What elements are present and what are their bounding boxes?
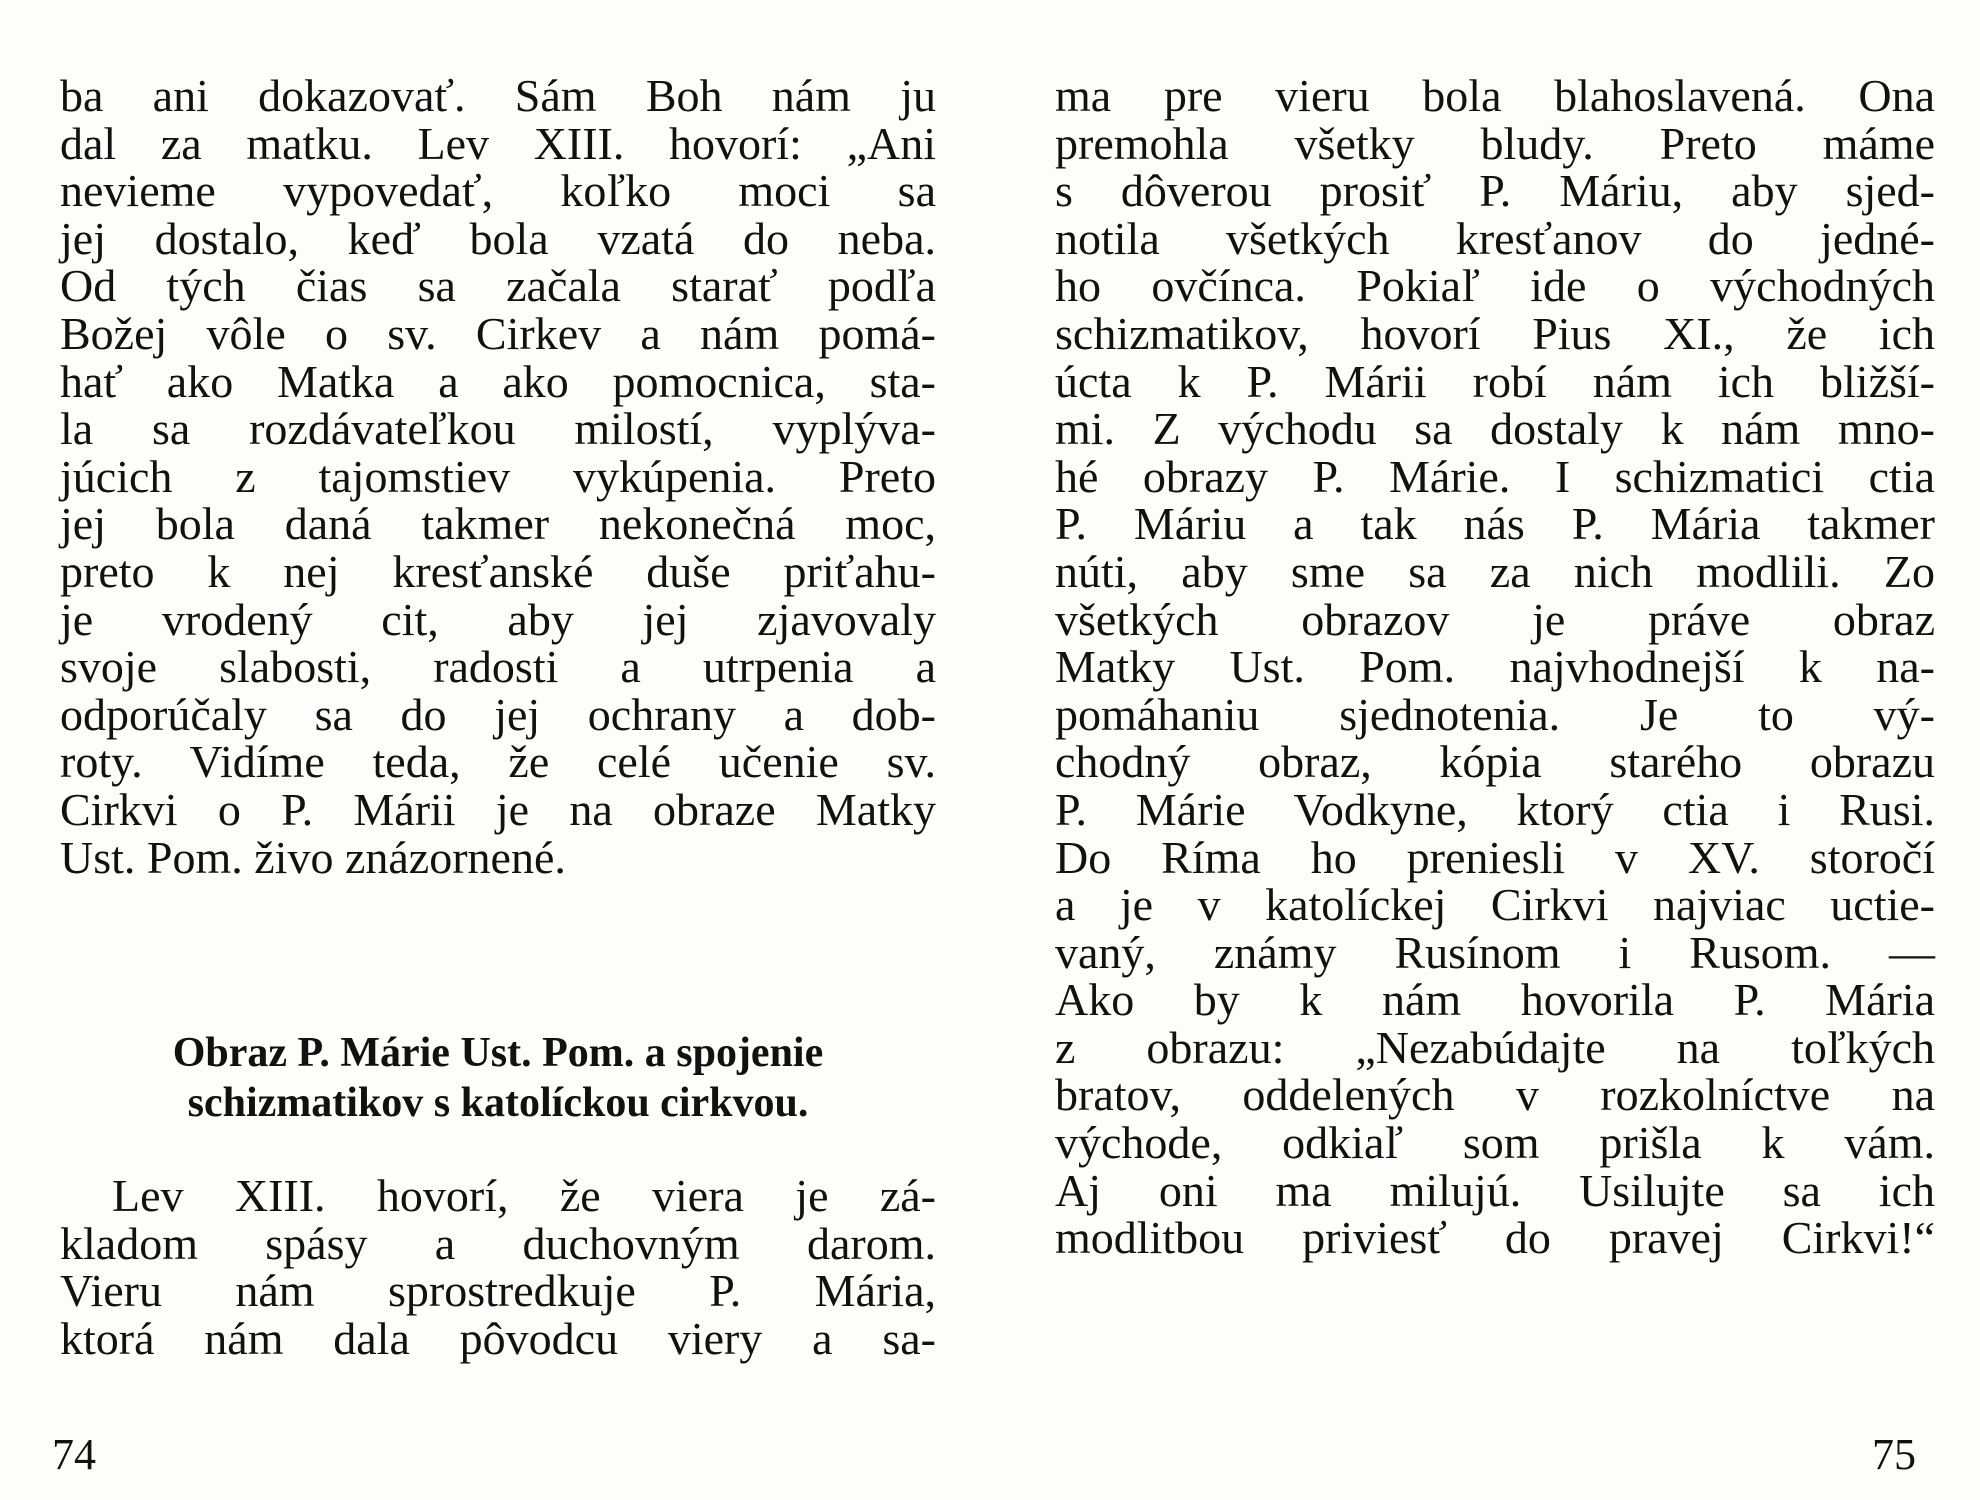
text-line: a je v katolíckej Cirkvi najviac uctie-: [1055, 879, 1935, 931]
text-line: la sa rozdávateľkou milostí, vyplýva-: [60, 403, 936, 455]
text-line: ba ani dokazovať. Sám Boh nám ju: [60, 70, 936, 121]
heading-line: schizmatikov s katolíckou cirkvou.: [187, 1080, 809, 1126]
text-line: Do Ríma ho preniesli v XV. storočí: [1055, 831, 1935, 883]
text-line: je vrodený cit, aby jej zjavovaly: [60, 593, 936, 645]
text-line: Od tých čias sa začala starať podľa: [60, 260, 936, 312]
text-line: Ust. Pom. živo znázornené.: [60, 831, 566, 883]
text-line: mi. Z východu sa dostaly k nám mno-: [1055, 403, 1935, 455]
left-paragraph-1: [60, 72, 936, 881]
text-line: ktorá nám dala pôvodcu viery a sa-: [60, 1312, 936, 1364]
text-line: Vieru nám sprostredkuje P. Mária,: [60, 1265, 936, 1317]
text-line: všetkých obrazov je práve obraz: [1055, 593, 1935, 645]
left-paragraph-2: [60, 1172, 936, 1362]
text-line: P. Máriu a tak nás P. Mária takmer: [1055, 498, 1935, 550]
text-line: Matky Ust. Pom. najvhodnejší k na-: [1055, 641, 1935, 693]
text-line: núti, aby sme sa za nich modlili. Zo: [1055, 545, 1935, 597]
text-line: Božej vôle o sv. Cirkev a nám pomá-: [60, 307, 936, 359]
text-line: P. Márie Vodkyne, ktorý ctia i Rusi.: [1055, 783, 1935, 835]
text-line: premohla všetky bludy. Preto máme: [1055, 117, 1935, 169]
section-heading: [60, 1028, 936, 1128]
text-line: bratov, oddelených v rozkolníctve na: [1055, 1069, 1935, 1121]
text-line: úcta k P. Márii robí nám ich bližší-: [1055, 355, 1935, 407]
text-line: hať ako Matka a ako pomocnica, sta-: [60, 355, 936, 407]
text-line: roty. Vidíme teda, že celé učenie sv.: [60, 736, 936, 788]
text-line: vaný, známy Rusínom i Rusom. —: [1055, 926, 1935, 978]
text-line: júcich z tajomstiev vykúpenia. Preto: [60, 450, 936, 502]
text-line: ho ovčínca. Pokiaľ ide o východných: [1055, 260, 1935, 312]
text-line: z obrazu: „Nezabúdajte na toľkých: [1055, 1021, 1935, 1073]
text-line: chodný obraz, kópia starého obrazu: [1055, 736, 1935, 788]
text-line: odporúčaly sa do jej ochrany a dob-: [60, 688, 936, 740]
right-page: [990, 0, 1980, 1500]
text-line: modlitbou priviesť do pravej Cirkvi!“: [1055, 1212, 1935, 1264]
heading-line: Obraz P. Márie Ust. Pom. a spojenie: [172, 1030, 824, 1076]
text-line: preto k nej kresťanské duše priťahu-: [60, 545, 936, 597]
text-line: hé obrazy P. Márie. I schizmatici ctia: [1055, 450, 1935, 502]
page-number-right: 75: [1872, 1430, 1916, 1479]
text-line: s dôverou prosiť P. Máriu, aby sjed-: [1055, 165, 1935, 217]
text-line: svoje slabosti, radosti a utrpenia a: [60, 641, 936, 693]
text-line: pomáhaniu sjednotenia. Je to vý-: [1055, 688, 1935, 740]
right-paragraph-1: [1055, 72, 1935, 1262]
text-line: ma pre vieru bola blahoslavená. Ona: [1055, 70, 1935, 121]
text-line: nevieme vypovedať, koľko moci sa: [60, 165, 936, 217]
text-line: Cirkvi o P. Márii je na obraze Matky: [60, 783, 936, 835]
text-line: Lev XIII. hovorí, že viera je zá-: [112, 1170, 936, 1221]
text-line: notila všetkých kresťanov do jedné-: [1055, 212, 1935, 264]
text-line: Aj oni ma milujú. Usilujte sa ich: [1055, 1164, 1935, 1216]
text-line: východe, odkiaľ som prišla k vám.: [1055, 1117, 1935, 1169]
text-line: kladom spásy a duchovným darom.: [60, 1217, 936, 1269]
text-line: dal za matku. Lev XIII. hovorí: „Ani: [60, 117, 936, 169]
text-line: Ako by k nám hovorila P. Mária: [1055, 974, 1935, 1026]
text-line: schizmatikov, hovorí Pius XI., že ich: [1055, 307, 1935, 359]
page-number-left: 74: [52, 1430, 96, 1479]
text-line: jej bola daná takmer nekonečná moc,: [60, 498, 936, 550]
text-line: jej dostalo, keď bola vzatá do neba.: [60, 212, 936, 264]
